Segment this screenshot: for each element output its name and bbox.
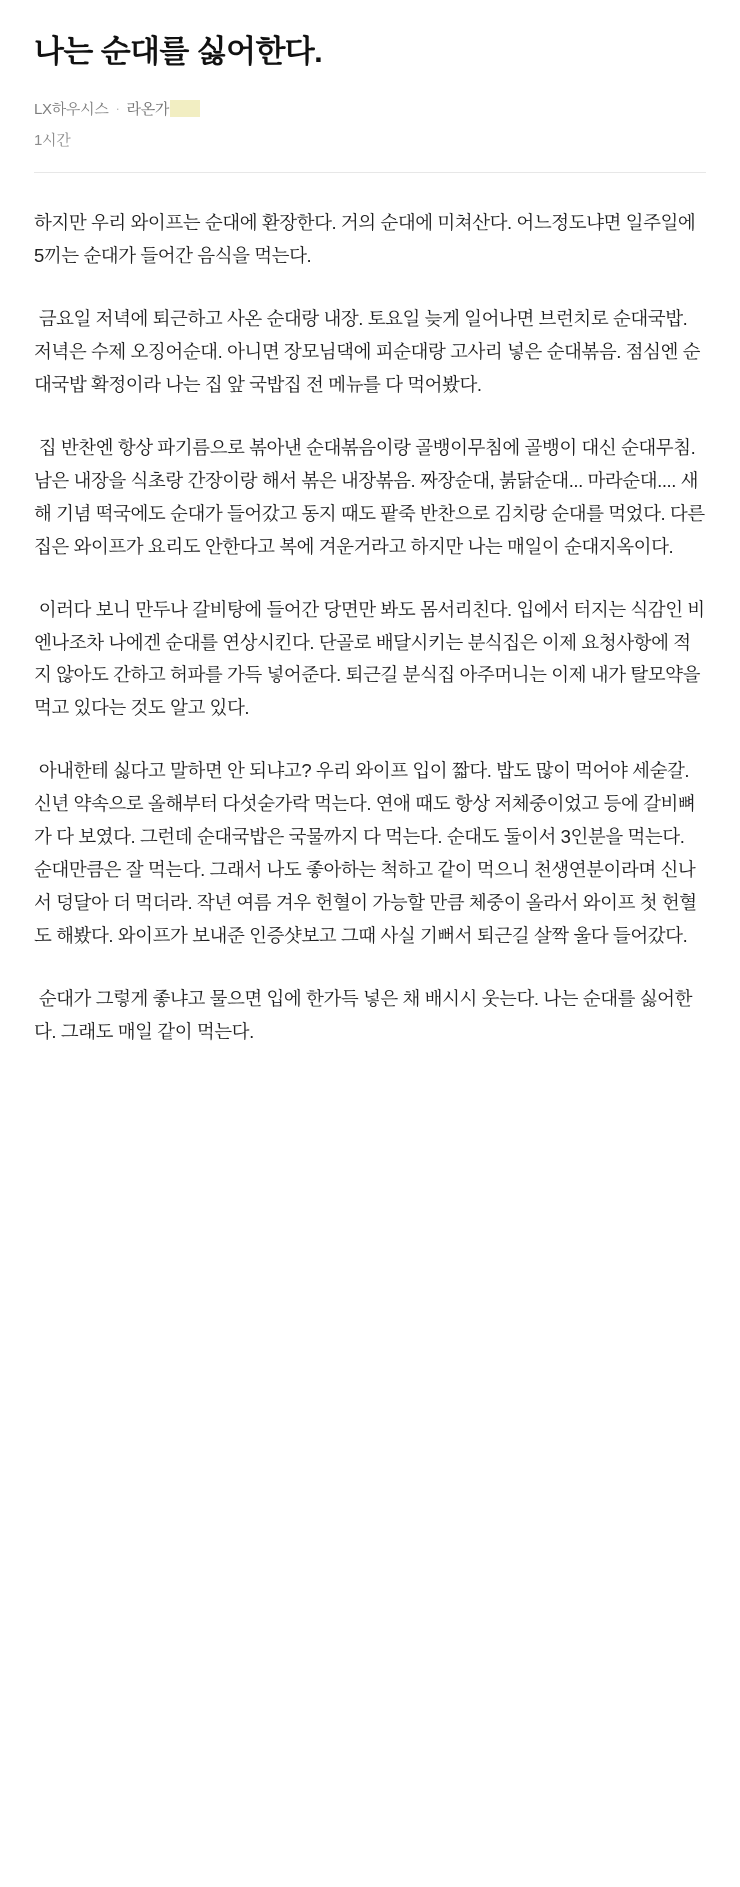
meta-timestamp: 1시간 bbox=[34, 132, 71, 150]
paragraph: 하지만 우리 와이프는 순대에 환장한다. 거의 순대에 미쳐산다. 어느정도냐면 일주일에 5끼는 순대가 들어간 음식을 먹는다. bbox=[34, 212, 701, 267]
paragraph: 순대가 그렇게 좋냐고 물으면 입에 한가득 넣은 채 배시시 웃는다. 나는 순대를 싫어한다. 그래도 매일 같이 먹는다. bbox=[34, 987, 692, 1042]
paragraph: 이러다 보니 만두나 갈비탕에 들어간 당면만 봐도 몸서리친다. 입에서 터지는 식감인 비엔나조차 나에겐 순대를 연상시킨다. 단골로 배달시키는 분식집은 이제 요청사항에 적지 않아도 간하고 허파를 가득 넣어준다. 퇴근길 분식집 아주머니는 이제 내가 탈모약을 먹고 있다는 것도 알고 있다. bbox=[34, 598, 705, 719]
article-meta bbox=[34, 98, 706, 119]
paragraph: 금요일 저녁에 퇴근하고 사온 순대랑 내장. 토요일 늦게 일어나면 브런치로 순대국밥. 저녁은 수제 오징어순대. 아니면 장모님댁에 피순대랑 고사리 넣은 순대볶음. 점심엔 순대국밥 확정이라 나는 집 앞 국밥집 전 메뉴를 다 먹어봤다. bbox=[34, 308, 701, 395]
page-title: 나는 순대를 싫어한다. bbox=[34, 34, 323, 69]
header-divider bbox=[34, 172, 706, 173]
article-body bbox=[34, 207, 710, 1048]
meta-source: LX하우시스 bbox=[34, 101, 109, 119]
redaction-highlight bbox=[170, 100, 200, 117]
meta-author: 라온가 bbox=[126, 101, 170, 119]
meta-separator: · bbox=[115, 101, 120, 117]
paragraph: 집 반찬엔 항상 파기름으로 볶아낸 순대볶음이랑 골뱅이무침에 골뱅이 대신 순대무침. 남은 내장을 식초랑 간장이랑 해서 볶은 내장볶음. 짜장순대, 붉닭순대... 마라순대.... 새해 기념 떡국에도 순대가 들어갔고 동지 때도 팥죽 반찬으로 김치랑 순대를 먹었다. 다른 집은 와이프가 요리도 안한다고 복에 겨운거라고 하지만 나는 매일이 순대지옥이다. bbox=[34, 436, 710, 557]
paragraph: 아내한테 싫다고 말하면 안 되냐고? 우리 와이프 입이 짧다. 밥도 많이 먹어야 세숟갈. 신년 약속으로 올해부터 다섯숟가락 먹는다. 연애 때도 항상 저체중이었고 등에 갈비뼈가 다 보였다. 그런데 순대국밥은 국물까지 다 먹는다. 순대도 둘이서 3인분을 먹는다. 순대만큼은 잘 먹는다. 그래서 나도 좋아하는 척하고 같이 먹으니 천생연분이라며 신나서 덩달아 더 먹더라. 작년 여름 겨우 헌혈이 가능할 만큼 체중이 올라서 와이프 첫 헌혈도 해봤다. 와이프가 보내준 인증샷보고 그때 사실 기뻐서 퇴근길 살짝 울다 들어갔다. bbox=[34, 760, 697, 946]
